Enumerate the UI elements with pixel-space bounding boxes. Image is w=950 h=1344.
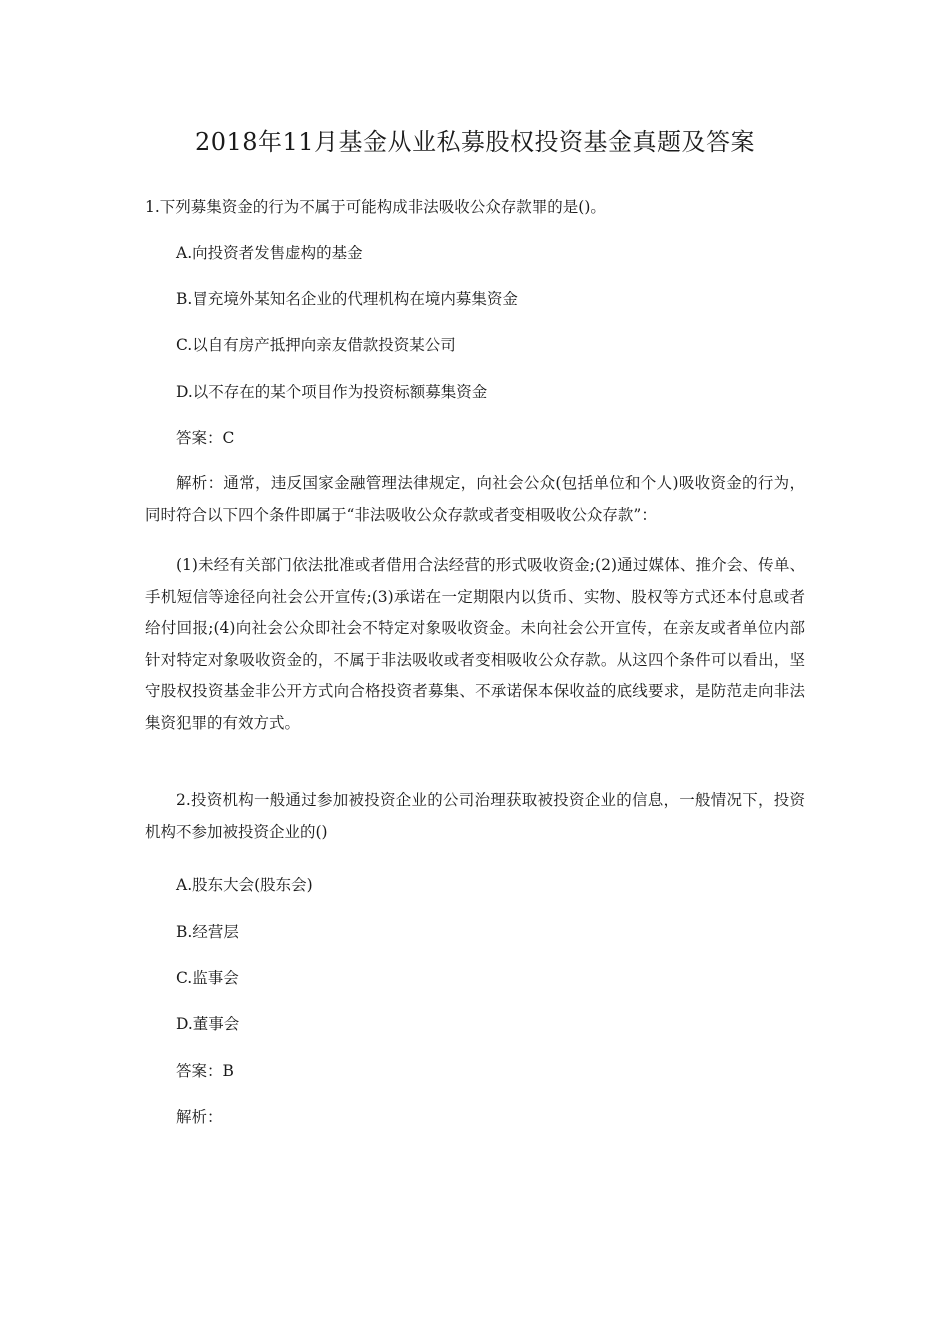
question-2-stem: 2.投资机构一般通过参加被投资企业的公司治理获取被投资企业的信息，一般情况下，投资机构不参加被投资企业的() — [145, 791, 805, 841]
question-2-option-d: D.董事会 — [176, 1015, 240, 1033]
question-1-option-b: B.冒充境外某知名企业的代理机构在境内募集资金 — [176, 290, 518, 308]
question-1-analysis-conditions: (1)未经有关部门依法批准或者借用合法经营的形式吸收资金;(2)通过媒体、推介会、传单、手机短信等途径向社会公开宣传;(3)承诺在一定期限内以货币、实物、股权等方式还本付息或者给付回报;(4)向社会公众即社会不特定对象吸收资金。未向社会公开宣传，在亲友或者单位内部针对特定对象吸收资金的，不属于非法吸收或者变相吸收公众存款。从这四个条件可以看出，坚守股权投资基金非公开方式向合格投资者募集、不承诺保本保收益的底线要求，是防范走向非法集资犯罪的有效方式。 — [145, 556, 805, 732]
question-2-analysis: 解析： — [176, 1108, 223, 1126]
question-2-option-b: B.经营层 — [176, 923, 239, 941]
question-1-answer: 答案：C — [176, 429, 235, 447]
question-2-option-a: A.股东大会(股东会) — [176, 876, 313, 894]
question-1-stem: 1.下列募集资金的行为不属于可能构成非法吸收公众存款罪的是()。 — [145, 198, 606, 216]
question-1-option-c: C.以自有房产抵押向亲友借款投资某公司 — [176, 336, 456, 354]
document-title: 2018年11月基金从业私募股权投资基金真题及答案 — [194, 128, 756, 156]
question-1-option-d: D.以不存在的某个项目作为投资标额募集资金 — [176, 383, 488, 401]
question-1-option-a: A.向投资者发售虚构的基金 — [176, 244, 363, 262]
question-2-answer: 答案：B — [176, 1062, 234, 1080]
question-2-option-c: C.监事会 — [176, 969, 239, 987]
question-1-analysis-intro: 解析：通常，违反国家金融管理法律规定，向社会公众(包括单位和个人)吸收资金的行为，同时符合以下四个条件即属于“非法吸收公众存款或者变相吸收公众存款”： — [145, 474, 805, 524]
